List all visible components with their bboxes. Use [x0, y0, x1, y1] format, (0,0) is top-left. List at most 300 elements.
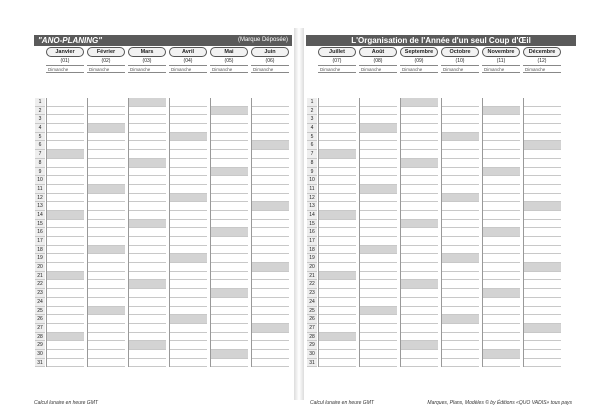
- day-cell[interactable]: [252, 202, 289, 211]
- day-cell[interactable]: [47, 202, 84, 211]
- day-cell[interactable]: [47, 150, 84, 159]
- day-cell[interactable]: [170, 141, 207, 150]
- day-cell[interactable]: [319, 254, 356, 263]
- day-cell[interactable]: [483, 315, 520, 324]
- day-cell[interactable]: [252, 341, 289, 350]
- day-cell[interactable]: [170, 176, 207, 185]
- day-cell[interactable]: [483, 194, 520, 203]
- day-cell[interactable]: [524, 298, 561, 307]
- day-cell[interactable]: [129, 359, 166, 368]
- day-cell[interactable]: [47, 359, 84, 368]
- day-cell[interactable]: [401, 324, 438, 333]
- day-cell[interactable]: [401, 168, 438, 177]
- day-cell[interactable]: [524, 272, 561, 281]
- day-cell[interactable]: [88, 115, 125, 124]
- day-cell[interactable]: [252, 289, 289, 298]
- day-cell[interactable]: [129, 133, 166, 142]
- day-cell[interactable]: [524, 220, 561, 229]
- day-cell[interactable]: [211, 168, 248, 177]
- day-cell[interactable]: [442, 280, 479, 289]
- day-cell[interactable]: [170, 263, 207, 272]
- day-cell[interactable]: [170, 150, 207, 159]
- day-cell[interactable]: [401, 159, 438, 168]
- day-cell[interactable]: [129, 159, 166, 168]
- day-cell[interactable]: [129, 124, 166, 133]
- day-cell[interactable]: [319, 359, 356, 368]
- day-cell[interactable]: [483, 107, 520, 116]
- day-cell[interactable]: [442, 263, 479, 272]
- day-cell[interactable]: [360, 159, 397, 168]
- day-cell[interactable]: [319, 133, 356, 142]
- day-cell[interactable]: [442, 194, 479, 203]
- day-cell[interactable]: [319, 341, 356, 350]
- day-cell[interactable]: [360, 280, 397, 289]
- day-cell[interactable]: [170, 98, 207, 107]
- day-cell[interactable]: [88, 124, 125, 133]
- day-cell[interactable]: [129, 228, 166, 237]
- day-cell[interactable]: [129, 115, 166, 124]
- day-cell[interactable]: [524, 150, 561, 159]
- day-cell[interactable]: [170, 159, 207, 168]
- day-cell[interactable]: [401, 254, 438, 263]
- day-cell[interactable]: [319, 98, 356, 107]
- day-cell[interactable]: [442, 202, 479, 211]
- day-cell[interactable]: [360, 246, 397, 255]
- day-cell[interactable]: [319, 350, 356, 359]
- day-cell[interactable]: [524, 359, 561, 368]
- day-cell[interactable]: [88, 341, 125, 350]
- day-cell[interactable]: [170, 194, 207, 203]
- day-cell[interactable]: [211, 246, 248, 255]
- day-cell[interactable]: [129, 315, 166, 324]
- day-cell[interactable]: [483, 220, 520, 229]
- day-cell[interactable]: [88, 307, 125, 316]
- day-cell[interactable]: [211, 254, 248, 263]
- day-cell[interactable]: [524, 185, 561, 194]
- day-cell[interactable]: [360, 263, 397, 272]
- day-cell[interactable]: [170, 185, 207, 194]
- day-cell[interactable]: [483, 228, 520, 237]
- day-cell[interactable]: [401, 272, 438, 281]
- day-cell[interactable]: [47, 124, 84, 133]
- day-cell[interactable]: [129, 107, 166, 116]
- day-cell[interactable]: [483, 333, 520, 342]
- day-cell[interactable]: [129, 185, 166, 194]
- day-cell[interactable]: [524, 333, 561, 342]
- day-cell[interactable]: [47, 307, 84, 316]
- day-cell[interactable]: [483, 159, 520, 168]
- day-cell[interactable]: [360, 289, 397, 298]
- day-cell[interactable]: [211, 307, 248, 316]
- day-cell[interactable]: [442, 150, 479, 159]
- day-cell[interactable]: [170, 115, 207, 124]
- day-cell[interactable]: [170, 272, 207, 281]
- day-cell[interactable]: [211, 289, 248, 298]
- day-cell[interactable]: [170, 341, 207, 350]
- day-cell[interactable]: [170, 220, 207, 229]
- day-cell[interactable]: [442, 115, 479, 124]
- day-cell[interactable]: [360, 350, 397, 359]
- day-cell[interactable]: [319, 298, 356, 307]
- day-cell[interactable]: [88, 220, 125, 229]
- day-cell[interactable]: [483, 237, 520, 246]
- day-cell[interactable]: [442, 246, 479, 255]
- day-cell[interactable]: [252, 168, 289, 177]
- day-cell[interactable]: [319, 150, 356, 159]
- day-cell[interactable]: [88, 289, 125, 298]
- day-cell[interactable]: [170, 350, 207, 359]
- day-cell[interactable]: [211, 298, 248, 307]
- day-cell[interactable]: [88, 350, 125, 359]
- day-cell[interactable]: [483, 185, 520, 194]
- day-cell[interactable]: [483, 176, 520, 185]
- day-cell[interactable]: [442, 350, 479, 359]
- day-cell[interactable]: [252, 141, 289, 150]
- day-cell[interactable]: [401, 237, 438, 246]
- day-cell[interactable]: [319, 107, 356, 116]
- day-cell[interactable]: [211, 237, 248, 246]
- day-cell[interactable]: [442, 107, 479, 116]
- day-cell[interactable]: [211, 194, 248, 203]
- day-cell[interactable]: [360, 254, 397, 263]
- day-cell[interactable]: [319, 333, 356, 342]
- day-cell[interactable]: [360, 185, 397, 194]
- day-cell[interactable]: [483, 359, 520, 368]
- day-cell[interactable]: [170, 289, 207, 298]
- day-cell[interactable]: [129, 202, 166, 211]
- day-cell[interactable]: [129, 176, 166, 185]
- day-cell[interactable]: [401, 115, 438, 124]
- day-cell[interactable]: [88, 185, 125, 194]
- day-cell[interactable]: [360, 168, 397, 177]
- day-cell[interactable]: [129, 237, 166, 246]
- day-cell[interactable]: [401, 341, 438, 350]
- day-cell[interactable]: [129, 246, 166, 255]
- day-cell[interactable]: [252, 115, 289, 124]
- day-cell[interactable]: [211, 133, 248, 142]
- day-cell[interactable]: [483, 350, 520, 359]
- day-cell[interactable]: [170, 254, 207, 263]
- day-cell[interactable]: [319, 307, 356, 316]
- day-cell[interactable]: [211, 98, 248, 107]
- day-cell[interactable]: [401, 98, 438, 107]
- day-cell[interactable]: [47, 254, 84, 263]
- day-cell[interactable]: [360, 228, 397, 237]
- day-cell[interactable]: [47, 263, 84, 272]
- day-cell[interactable]: [442, 185, 479, 194]
- day-cell[interactable]: [170, 246, 207, 255]
- day-cell[interactable]: [211, 280, 248, 289]
- day-cell[interactable]: [319, 115, 356, 124]
- day-cell[interactable]: [47, 333, 84, 342]
- day-cell[interactable]: [88, 98, 125, 107]
- day-cell[interactable]: [129, 150, 166, 159]
- day-cell[interactable]: [88, 324, 125, 333]
- day-cell[interactable]: [483, 324, 520, 333]
- day-cell[interactable]: [211, 341, 248, 350]
- day-cell[interactable]: [483, 246, 520, 255]
- day-cell[interactable]: [442, 289, 479, 298]
- day-cell[interactable]: [129, 289, 166, 298]
- day-cell[interactable]: [524, 133, 561, 142]
- day-cell[interactable]: [401, 194, 438, 203]
- day-cell[interactable]: [524, 141, 561, 150]
- day-cell[interactable]: [524, 168, 561, 177]
- day-cell[interactable]: [252, 176, 289, 185]
- day-cell[interactable]: [483, 280, 520, 289]
- day-cell[interactable]: [252, 107, 289, 116]
- day-cell[interactable]: [483, 211, 520, 220]
- day-cell[interactable]: [319, 228, 356, 237]
- day-cell[interactable]: [401, 107, 438, 116]
- day-cell[interactable]: [442, 124, 479, 133]
- day-cell[interactable]: [483, 298, 520, 307]
- day-cell[interactable]: [360, 176, 397, 185]
- day-cell[interactable]: [442, 254, 479, 263]
- day-cell[interactable]: [129, 333, 166, 342]
- day-cell[interactable]: [252, 150, 289, 159]
- day-cell[interactable]: [442, 333, 479, 342]
- day-cell[interactable]: [47, 341, 84, 350]
- day-cell[interactable]: [170, 124, 207, 133]
- day-cell[interactable]: [524, 341, 561, 350]
- day-cell[interactable]: [88, 202, 125, 211]
- day-cell[interactable]: [360, 150, 397, 159]
- day-cell[interactable]: [129, 350, 166, 359]
- day-cell[interactable]: [47, 107, 84, 116]
- day-cell[interactable]: [252, 228, 289, 237]
- day-cell[interactable]: [442, 341, 479, 350]
- day-cell[interactable]: [360, 324, 397, 333]
- day-cell[interactable]: [211, 115, 248, 124]
- day-cell[interactable]: [401, 185, 438, 194]
- day-cell[interactable]: [47, 315, 84, 324]
- day-cell[interactable]: [47, 272, 84, 281]
- day-cell[interactable]: [524, 107, 561, 116]
- day-cell[interactable]: [88, 359, 125, 368]
- day-cell[interactable]: [252, 159, 289, 168]
- day-cell[interactable]: [170, 280, 207, 289]
- day-cell[interactable]: [319, 280, 356, 289]
- day-cell[interactable]: [129, 141, 166, 150]
- day-cell[interactable]: [88, 176, 125, 185]
- day-cell[interactable]: [483, 124, 520, 133]
- day-cell[interactable]: [47, 220, 84, 229]
- day-cell[interactable]: [360, 133, 397, 142]
- day-cell[interactable]: [47, 246, 84, 255]
- day-cell[interactable]: [319, 202, 356, 211]
- day-cell[interactable]: [401, 202, 438, 211]
- day-cell[interactable]: [483, 263, 520, 272]
- day-cell[interactable]: [319, 168, 356, 177]
- day-cell[interactable]: [129, 272, 166, 281]
- day-cell[interactable]: [47, 133, 84, 142]
- day-cell[interactable]: [88, 107, 125, 116]
- day-cell[interactable]: [360, 307, 397, 316]
- day-cell[interactable]: [211, 228, 248, 237]
- day-cell[interactable]: [47, 350, 84, 359]
- day-cell[interactable]: [88, 150, 125, 159]
- day-cell[interactable]: [442, 359, 479, 368]
- day-cell[interactable]: [211, 211, 248, 220]
- day-cell[interactable]: [360, 211, 397, 220]
- day-cell[interactable]: [524, 254, 561, 263]
- day-cell[interactable]: [524, 211, 561, 220]
- day-cell[interactable]: [170, 324, 207, 333]
- day-cell[interactable]: [88, 133, 125, 142]
- day-cell[interactable]: [524, 124, 561, 133]
- day-cell[interactable]: [360, 341, 397, 350]
- day-cell[interactable]: [47, 141, 84, 150]
- day-cell[interactable]: [483, 141, 520, 150]
- day-cell[interactable]: [47, 176, 84, 185]
- day-cell[interactable]: [524, 176, 561, 185]
- day-cell[interactable]: [401, 211, 438, 220]
- day-cell[interactable]: [483, 289, 520, 298]
- day-cell[interactable]: [252, 350, 289, 359]
- day-cell[interactable]: [252, 185, 289, 194]
- day-cell[interactable]: [401, 246, 438, 255]
- day-cell[interactable]: [211, 359, 248, 368]
- day-cell[interactable]: [524, 324, 561, 333]
- day-cell[interactable]: [211, 176, 248, 185]
- day-cell[interactable]: [170, 168, 207, 177]
- day-cell[interactable]: [88, 228, 125, 237]
- day-cell[interactable]: [442, 176, 479, 185]
- day-cell[interactable]: [211, 350, 248, 359]
- day-cell[interactable]: [170, 315, 207, 324]
- day-cell[interactable]: [483, 133, 520, 142]
- day-cell[interactable]: [319, 211, 356, 220]
- day-cell[interactable]: [524, 159, 561, 168]
- day-cell[interactable]: [129, 168, 166, 177]
- day-cell[interactable]: [360, 333, 397, 342]
- day-cell[interactable]: [401, 333, 438, 342]
- day-cell[interactable]: [252, 211, 289, 220]
- day-cell[interactable]: [442, 228, 479, 237]
- day-cell[interactable]: [170, 133, 207, 142]
- day-cell[interactable]: [170, 228, 207, 237]
- day-cell[interactable]: [129, 341, 166, 350]
- day-cell[interactable]: [401, 359, 438, 368]
- day-cell[interactable]: [319, 220, 356, 229]
- day-cell[interactable]: [170, 107, 207, 116]
- day-cell[interactable]: [88, 194, 125, 203]
- day-cell[interactable]: [252, 263, 289, 272]
- day-cell[interactable]: [401, 280, 438, 289]
- day-cell[interactable]: [88, 237, 125, 246]
- day-cell[interactable]: [88, 263, 125, 272]
- day-cell[interactable]: [401, 307, 438, 316]
- day-cell[interactable]: [170, 202, 207, 211]
- day-cell[interactable]: [524, 350, 561, 359]
- day-cell[interactable]: [170, 307, 207, 316]
- day-cell[interactable]: [129, 324, 166, 333]
- day-cell[interactable]: [252, 333, 289, 342]
- day-cell[interactable]: [442, 324, 479, 333]
- day-cell[interactable]: [401, 350, 438, 359]
- day-cell[interactable]: [442, 159, 479, 168]
- day-cell[interactable]: [483, 341, 520, 350]
- day-cell[interactable]: [211, 107, 248, 116]
- day-cell[interactable]: [483, 115, 520, 124]
- day-cell[interactable]: [483, 202, 520, 211]
- day-cell[interactable]: [88, 211, 125, 220]
- day-cell[interactable]: [442, 272, 479, 281]
- day-cell[interactable]: [252, 298, 289, 307]
- day-cell[interactable]: [360, 194, 397, 203]
- day-cell[interactable]: [252, 324, 289, 333]
- day-cell[interactable]: [129, 307, 166, 316]
- day-cell[interactable]: [252, 194, 289, 203]
- day-cell[interactable]: [319, 324, 356, 333]
- day-cell[interactable]: [252, 254, 289, 263]
- day-cell[interactable]: [360, 359, 397, 368]
- day-cell[interactable]: [524, 263, 561, 272]
- day-cell[interactable]: [319, 176, 356, 185]
- day-cell[interactable]: [442, 298, 479, 307]
- day-cell[interactable]: [442, 168, 479, 177]
- day-cell[interactable]: [401, 141, 438, 150]
- day-cell[interactable]: [442, 133, 479, 142]
- day-cell[interactable]: [442, 141, 479, 150]
- day-cell[interactable]: [360, 298, 397, 307]
- day-cell[interactable]: [360, 107, 397, 116]
- day-cell[interactable]: [211, 141, 248, 150]
- day-cell[interactable]: [483, 307, 520, 316]
- day-cell[interactable]: [401, 220, 438, 229]
- day-cell[interactable]: [88, 159, 125, 168]
- day-cell[interactable]: [47, 298, 84, 307]
- day-cell[interactable]: [129, 194, 166, 203]
- day-cell[interactable]: [47, 211, 84, 220]
- day-cell[interactable]: [360, 115, 397, 124]
- day-cell[interactable]: [319, 194, 356, 203]
- day-cell[interactable]: [401, 150, 438, 159]
- day-cell[interactable]: [319, 315, 356, 324]
- day-cell[interactable]: [252, 280, 289, 289]
- day-cell[interactable]: [47, 324, 84, 333]
- day-cell[interactable]: [360, 124, 397, 133]
- day-cell[interactable]: [483, 168, 520, 177]
- day-cell[interactable]: [47, 115, 84, 124]
- day-cell[interactable]: [47, 280, 84, 289]
- day-cell[interactable]: [129, 220, 166, 229]
- day-cell[interactable]: [524, 228, 561, 237]
- day-cell[interactable]: [360, 141, 397, 150]
- day-cell[interactable]: [252, 307, 289, 316]
- day-cell[interactable]: [211, 185, 248, 194]
- day-cell[interactable]: [360, 202, 397, 211]
- day-cell[interactable]: [524, 115, 561, 124]
- day-cell[interactable]: [252, 237, 289, 246]
- day-cell[interactable]: [319, 272, 356, 281]
- day-cell[interactable]: [442, 98, 479, 107]
- day-cell[interactable]: [319, 246, 356, 255]
- day-cell[interactable]: [170, 237, 207, 246]
- day-cell[interactable]: [88, 272, 125, 281]
- day-cell[interactable]: [442, 307, 479, 316]
- day-cell[interactable]: [252, 220, 289, 229]
- day-cell[interactable]: [483, 272, 520, 281]
- day-cell[interactable]: [252, 359, 289, 368]
- day-cell[interactable]: [401, 315, 438, 324]
- day-cell[interactable]: [524, 280, 561, 289]
- day-cell[interactable]: [88, 280, 125, 289]
- day-cell[interactable]: [401, 228, 438, 237]
- day-cell[interactable]: [88, 333, 125, 342]
- day-cell[interactable]: [524, 246, 561, 255]
